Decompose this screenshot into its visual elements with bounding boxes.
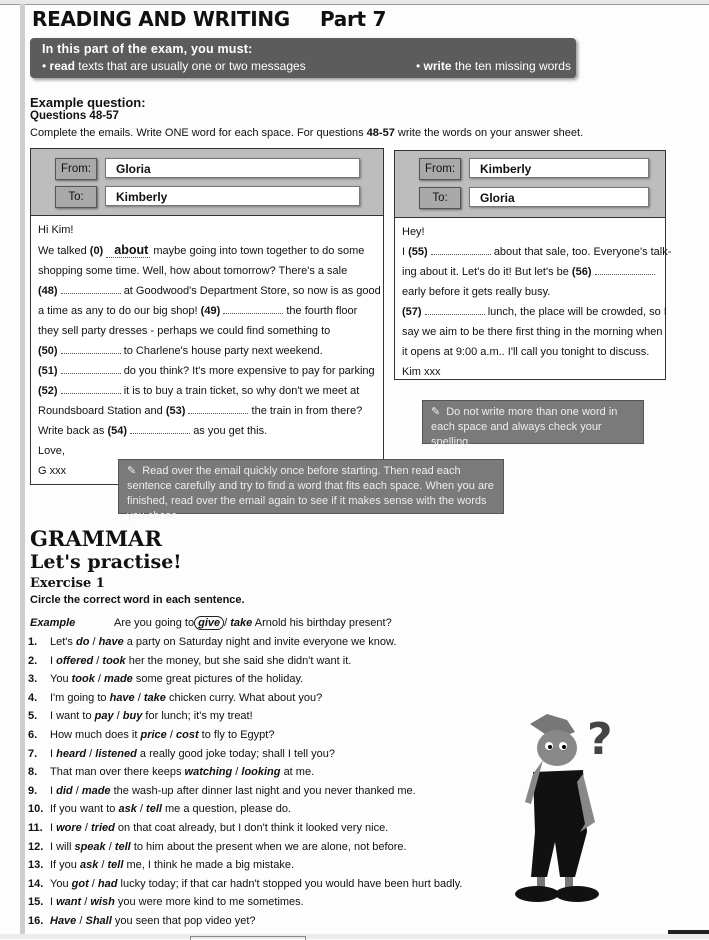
option-1[interactable]: Have	[50, 914, 77, 927]
email-line	[38, 281, 381, 301]
item-text: If you	[50, 859, 77, 872]
separator: /	[139, 803, 143, 816]
option-2[interactable]: tell	[146, 803, 162, 816]
text: Arnold his birthday present?	[254, 617, 392, 629]
tip-box-spelling	[422, 400, 644, 448]
item-text: How much does it	[50, 728, 138, 741]
item-number: 10.	[28, 803, 44, 816]
gap-52[interactable]	[61, 384, 121, 394]
page-title	[32, 7, 386, 31]
email-line: early before it gets really busy.	[402, 286, 551, 298]
shoe-right	[555, 886, 599, 902]
item-text: I	[50, 821, 54, 834]
email-line	[38, 381, 376, 401]
option-1[interactable]: got	[71, 877, 89, 890]
questions-range: Questions 48-57	[30, 110, 119, 122]
item-text: for lunch; it's my treat!	[145, 710, 253, 723]
option-1[interactable]: wore	[56, 821, 82, 834]
item-text: That man over there keeps	[50, 766, 182, 779]
item-number: 4.	[28, 691, 38, 704]
gap-number: (48)	[38, 285, 58, 297]
example-heading: Example question:	[30, 95, 146, 110]
option-1[interactable]: ask	[118, 803, 137, 816]
separator: /	[235, 766, 239, 779]
option-1[interactable]: price	[140, 728, 167, 741]
text: as you get this.	[193, 425, 268, 437]
separator: /	[224, 617, 228, 629]
text: it is to buy a train ticket, so why don't we meet at	[123, 385, 360, 397]
separator: /	[169, 728, 173, 741]
option-2[interactable]: had	[97, 877, 118, 890]
gap-number: (0)	[89, 245, 104, 257]
item-text: You	[50, 877, 69, 890]
item-number: 6.	[28, 728, 38, 741]
option-2[interactable]: made	[104, 673, 133, 686]
email-line: shopping some time. Well, how about tomorrow? There's a sale	[38, 265, 348, 277]
item-number: 16.	[28, 914, 44, 927]
item-text: the wash-up after dinner last night and you never thanked me.	[113, 784, 416, 797]
item-text: at me.	[283, 766, 315, 779]
thinking-boy-illustration	[505, 712, 635, 912]
grammar-heading: GRAMMAR	[30, 526, 162, 551]
bullet-bold: read	[49, 59, 75, 73]
exercise-heading: Exercise 1	[30, 576, 105, 591]
gap-53[interactable]	[188, 404, 248, 414]
exercise-item	[28, 692, 462, 711]
separator: /	[108, 840, 112, 853]
gap-48[interactable]	[61, 284, 121, 294]
item-number: 7.	[28, 747, 38, 760]
email-line	[38, 240, 376, 261]
to-field: Kimberly	[105, 186, 360, 206]
banner-heading: In this part of the exam, you must:	[42, 42, 253, 56]
exercise-item	[28, 785, 462, 804]
item-text: to him about the present when we are alone, not before.	[133, 840, 407, 853]
email-line: G xxx	[38, 465, 67, 477]
option-1[interactable]: pay	[94, 710, 114, 723]
item-number: 14.	[28, 877, 44, 890]
email-gloria	[30, 148, 384, 485]
text: We talked	[38, 245, 87, 257]
tip-text: Read over the email quickly once before starting. Then read each sentence carefully and try to find a word that fits each space. When you are finished, read over the email again to see if it makes sense with the words you chose.	[127, 465, 494, 522]
option-2[interactable]: tried	[91, 821, 115, 834]
option-2[interactable]: Shall	[85, 914, 112, 927]
banner-bullet-write: • write the ten missing words	[416, 59, 571, 73]
tip-text: Do not write more than one word in each space and always check your spelling.	[431, 406, 618, 448]
circled-option[interactable]: give	[194, 616, 224, 630]
bullet-text: the ten missing words	[454, 59, 571, 73]
option-2[interactable]: buy	[122, 710, 143, 723]
email-line: they sell party dresses - perhaps we could find something to	[38, 325, 331, 337]
separator: /	[92, 636, 96, 648]
email-body	[31, 216, 383, 485]
item-text: I	[50, 896, 54, 909]
option[interactable]: take	[230, 617, 253, 629]
text: ing about it. Let's do it! But let's be	[402, 266, 569, 278]
lets-practise-heading: Let's practise!	[30, 551, 182, 573]
email-line	[38, 341, 376, 361]
item-text: a party on Saturday night and invite everyone we know.	[126, 636, 397, 648]
option-2[interactable]: made	[81, 784, 111, 797]
gap-51[interactable]	[61, 364, 121, 374]
section-title: READING AND WRITING	[32, 7, 290, 31]
item-number: 2.	[28, 654, 38, 667]
item-text: I want to	[50, 710, 92, 723]
item-text: you seen that pop video yet?	[114, 914, 256, 927]
separator: /	[137, 691, 141, 704]
text: the train in from there?	[251, 405, 363, 417]
text: maybe going into town together to do some	[153, 245, 365, 257]
item-text: a really good joke today; shall I tell you?	[139, 747, 335, 760]
email-line: Hey!	[402, 226, 425, 238]
gap-54[interactable]	[130, 424, 190, 434]
text: at Goodwood's Department Store, so now is as good	[123, 285, 381, 297]
gap-number: (55)	[408, 246, 428, 258]
item-text: me a question, please do.	[165, 803, 291, 816]
item-text: I	[50, 784, 54, 797]
gap-57[interactable]	[425, 305, 485, 315]
gap-number: (50)	[38, 345, 58, 357]
question-mark-icon: ?	[587, 714, 613, 765]
example-label: Example	[30, 617, 76, 629]
to-label: To:	[55, 186, 97, 208]
item-number: 11.	[28, 821, 43, 834]
option-2[interactable]: tell	[107, 859, 124, 872]
separator: /	[89, 747, 93, 760]
item-number: 8.	[28, 766, 38, 779]
bottom-rule	[190, 936, 306, 940]
item-number: 9.	[28, 784, 38, 797]
instr-text: Complete the emails. Write ONE word for each space. For questions	[30, 127, 364, 139]
separator: /	[116, 710, 120, 723]
instr-text: write the words on your answer sheet.	[397, 127, 584, 139]
gap-number: (52)	[38, 385, 58, 397]
page-spine	[20, 4, 25, 934]
option-2[interactable]: looking	[241, 766, 281, 779]
exercise-instruction: Circle the correct word in each sentence.	[30, 594, 245, 606]
bullet-bold: write	[423, 59, 452, 73]
email-line: Love,	[38, 445, 65, 457]
email-line: it opens at 9:00 a.m.. I'll call you tonight to discuss.	[402, 346, 650, 358]
from-label: From:	[55, 158, 97, 180]
text: do you think? It's more expensive to pay for parking	[123, 365, 375, 377]
exercise-item	[28, 766, 462, 785]
text: lunch, the place will be crowded, so I	[487, 306, 667, 318]
head	[537, 730, 577, 766]
top-edge	[0, 0, 709, 5]
banner-bullet-read: • read texts that are usually one or two messages	[42, 59, 306, 73]
exercise-item	[28, 636, 462, 655]
exercise-items	[28, 636, 462, 934]
item-number: 15.	[28, 896, 44, 909]
text: the fourth floor	[286, 305, 358, 317]
item-text: some great pictures of the holiday.	[135, 673, 304, 686]
email-header	[395, 151, 665, 218]
text: I	[402, 246, 406, 258]
option-2[interactable]: take	[143, 691, 166, 704]
gap-number: (56)	[571, 266, 592, 278]
option-1[interactable]: took	[71, 673, 95, 686]
text: to Charlene's house party next weekend.	[123, 345, 323, 357]
item-text: I will	[50, 840, 72, 853]
instr-bold: 48-57	[366, 127, 395, 139]
text: a time as any to do our big shop!	[38, 305, 198, 317]
item-number: 13.	[28, 859, 44, 872]
item-text: on that coat already, but I don't think it looked very nice.	[117, 821, 389, 834]
item-text: I	[50, 747, 54, 760]
option-2[interactable]: wish	[90, 896, 115, 909]
bullet-text: texts that are usually one or two messages	[78, 59, 306, 73]
separator: /	[91, 877, 95, 890]
shoe-left	[515, 886, 559, 902]
option-1[interactable]: watching	[184, 766, 233, 779]
item-text: me, I think he made a big mistake.	[126, 859, 295, 872]
gap-number: (54)	[107, 425, 128, 437]
separator: /	[84, 896, 88, 909]
text: about that sale, too. Everyone's talk-	[493, 246, 672, 258]
option-1[interactable]: have	[109, 691, 135, 704]
option-1[interactable]: offered	[56, 654, 94, 667]
email-body	[395, 218, 672, 386]
item-text: If you want to	[50, 803, 116, 816]
bottom-edge	[0, 934, 709, 939]
option-1[interactable]: heard	[56, 747, 87, 760]
item-text: I	[50, 654, 54, 667]
example-answer: about	[106, 243, 150, 258]
gap-number: (51)	[38, 365, 58, 377]
separator: /	[79, 914, 83, 927]
email-line: say we aim to be there first thing in the morning when	[402, 326, 663, 338]
item-text: I'm going to	[50, 691, 107, 704]
from-field: Kimberly	[469, 158, 649, 178]
gap-49[interactable]	[223, 304, 283, 314]
option-2[interactable]: took	[102, 654, 126, 667]
example-sentence	[30, 617, 392, 629]
email-line	[38, 301, 376, 321]
exercise-item	[28, 841, 462, 860]
pencil-icon: ✎	[431, 406, 441, 418]
item-text: lucky today; if that car hadn't stopped you would have been hurt badly.	[120, 877, 463, 890]
email-line: Hi Kim!	[38, 224, 74, 236]
email-line	[38, 401, 376, 421]
option-1[interactable]: speak	[74, 840, 106, 853]
tip-box-reading	[118, 459, 504, 522]
email-line	[402, 242, 672, 262]
text: Roundsboard Station and	[38, 405, 163, 417]
exercise-item	[28, 896, 462, 915]
exercise-item	[28, 655, 462, 674]
email-line: Kim xxx	[402, 366, 441, 378]
separator: /	[84, 821, 88, 834]
item-number: 12.	[28, 840, 44, 853]
example-instructions	[30, 127, 583, 139]
exercise-item	[28, 673, 462, 692]
from-field: Gloria	[105, 158, 360, 178]
text: Write back as	[38, 425, 105, 437]
exercise-item	[28, 748, 462, 767]
email-line	[402, 302, 667, 322]
option-1[interactable]: do	[75, 636, 90, 648]
exercise-item	[28, 729, 462, 748]
gap-number: (57)	[402, 306, 422, 318]
pencil-icon: ✎	[127, 465, 137, 477]
item-text: chicken curry. What about you?	[168, 691, 323, 704]
option-2[interactable]: listened	[95, 747, 137, 760]
gap-56[interactable]	[595, 265, 655, 275]
item-number: 3.	[28, 673, 38, 686]
to-field: Gloria	[469, 187, 649, 207]
exam-info-banner	[30, 38, 576, 78]
separator: /	[75, 784, 79, 797]
separator: /	[96, 654, 100, 667]
exercise-item	[28, 710, 462, 729]
item-text: her the money, but she said she didn't want it.	[128, 654, 352, 667]
item-text: You	[50, 673, 69, 686]
to-label: To:	[419, 187, 461, 209]
option-1[interactable]: ask	[79, 859, 99, 872]
item-text: Let's	[50, 636, 73, 648]
exercise-item	[28, 822, 462, 841]
exercise-item	[28, 803, 462, 822]
item-number: 1.	[28, 636, 38, 648]
option-1[interactable]: want	[56, 896, 82, 909]
separator: /	[101, 859, 105, 872]
gap-50[interactable]	[61, 344, 121, 354]
item-text: you were more kind to me sometimes.	[117, 896, 304, 909]
email-line	[38, 421, 376, 441]
text: Are you going to	[114, 617, 195, 629]
option-2[interactable]: cost	[175, 728, 199, 741]
email-kimberly	[394, 150, 672, 380]
exercise-item	[28, 878, 462, 897]
separator: /	[97, 673, 101, 686]
option-2[interactable]: tell	[114, 840, 131, 853]
from-label: From:	[419, 158, 461, 180]
email-line	[402, 262, 658, 282]
exercise-item	[28, 915, 462, 934]
option-1[interactable]: did	[56, 784, 73, 797]
gap-55[interactable]	[431, 245, 491, 255]
item-number: 5.	[28, 710, 38, 723]
gap-number: (49)	[200, 305, 221, 317]
item-text: to fly to Egypt?	[201, 728, 275, 741]
exercise-item	[28, 859, 462, 878]
email-header	[31, 149, 383, 216]
part-label: Part 7	[319, 7, 387, 31]
gap-number: (53)	[165, 405, 186, 417]
option-2[interactable]: have	[98, 636, 124, 648]
email-line	[38, 361, 376, 381]
